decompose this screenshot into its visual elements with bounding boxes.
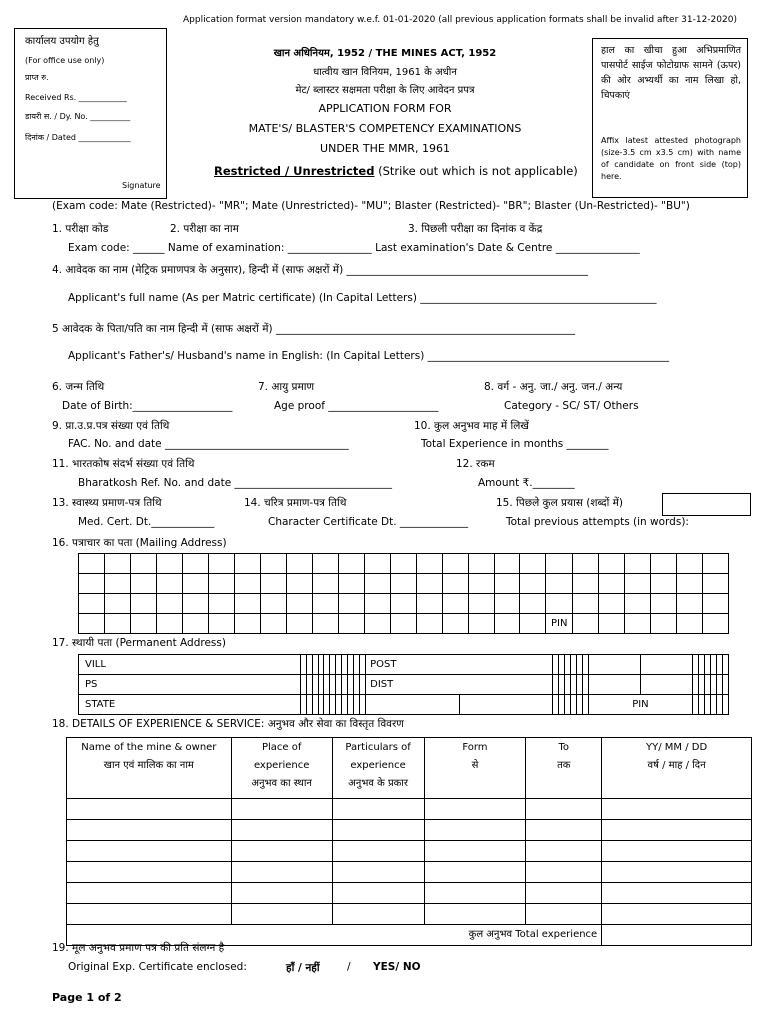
header-hi: अनुभव के प्रकार — [348, 778, 408, 789]
f4-hi[interactable]: 4. आवेदक का नाम (मेट्रिक प्रमाणपत्र के अनुसार), हिन्दी में (साफ अक्षरों में) ______________________________________________ — [52, 264, 589, 276]
address-char-cell[interactable] — [79, 594, 105, 614]
mailing-address-grid[interactable] — [78, 553, 729, 634]
address-char-cell[interactable] — [260, 574, 286, 594]
address-char-cell[interactable] — [182, 554, 208, 574]
experience-cell[interactable] — [332, 841, 424, 862]
address-char-cell[interactable] — [104, 574, 130, 594]
f6-hi: 6. जन्म तिथि — [52, 381, 105, 393]
address-char-cell[interactable] — [520, 614, 546, 634]
address-char-cell[interactable] — [182, 594, 208, 614]
address-char-cell[interactable] — [702, 574, 728, 594]
address-char-cell[interactable] — [546, 554, 573, 574]
address-char-cell[interactable] — [312, 614, 338, 634]
experience-cell[interactable] — [67, 841, 232, 862]
f12-hi: 12. रकम — [456, 458, 495, 470]
address-char-cell[interactable] — [312, 554, 338, 574]
experience-header-cell — [602, 738, 752, 799]
header-en: YY/ MM / DD — [646, 742, 708, 753]
header-en: Place of experience — [253, 742, 310, 771]
address-char-cell[interactable] — [208, 574, 234, 594]
experience-row — [67, 904, 752, 925]
experience-header-cell — [67, 738, 232, 799]
address-char-cell[interactable] — [104, 594, 130, 614]
address-char-cell[interactable] — [208, 594, 234, 614]
experience-cell[interactable] — [67, 904, 232, 925]
address-char-cell[interactable] — [640, 675, 692, 695]
f19-separator: / — [347, 961, 351, 973]
f9-hi: 9. प्रा.उ.प्र.पत्र संख्या एवं तिथि — [52, 420, 170, 432]
address-char-cell[interactable] — [459, 695, 553, 715]
address-char-cell[interactable] — [364, 574, 390, 594]
signature-label: Signature — [122, 181, 161, 190]
address-char-cell[interactable] — [520, 554, 546, 574]
address-char-cell[interactable] — [208, 614, 234, 634]
office-use-box — [14, 28, 167, 199]
address-char-cell[interactable] — [208, 554, 234, 574]
experience-cell[interactable] — [231, 862, 332, 883]
address-char-cell[interactable] — [599, 614, 625, 634]
pin-label: PIN — [546, 614, 573, 634]
address-char-cell[interactable] — [130, 594, 156, 614]
address-char-cell[interactable] — [520, 574, 546, 594]
diary-no: डायरी स. / Dy. No. __________ — [25, 112, 131, 121]
f7-hi: 7. आयु प्रमाण — [258, 381, 315, 393]
photo-box[interactable] — [592, 38, 748, 198]
f13-hi: 13. स्वास्थ्य प्रमाण-पत्र तिथि — [52, 497, 162, 509]
f5-en[interactable]: Applicant's Father's/ Husband's name in English: (In Capital Letters) ______________________________________________ — [68, 350, 670, 362]
experience-header-cell — [424, 738, 526, 799]
experience-cell[interactable] — [602, 799, 752, 820]
address-char-cell[interactable] — [599, 574, 625, 594]
address-char-cell[interactable] — [702, 614, 728, 634]
experience-cell[interactable] — [526, 799, 602, 820]
experience-row — [67, 841, 752, 862]
f4-en[interactable]: Applicant's full name (As per Matric certificate) (In Capital Letters) _____________________________________________ — [68, 292, 657, 304]
f17-label: 17. स्थायी पता (Permanent Address) — [52, 637, 226, 649]
address-char-cell[interactable] — [104, 614, 130, 634]
address-label-state: STATE — [79, 695, 301, 715]
address-char-cell[interactable] — [494, 594, 520, 614]
f10-en[interactable]: Total Experience in months ________ — [421, 438, 609, 450]
form-title-2: MATE'S/ BLASTER'S COMPETENCY EXAMINATIONS — [248, 122, 522, 135]
header-hi: से — [471, 760, 479, 771]
experience-cell[interactable] — [231, 820, 332, 841]
experience-cell[interactable] — [332, 904, 424, 925]
photo-instructions-en: Affix latest attested photograph (size-3.5 cm x3.5 cm) with name of candidate on front side (top) here. — [601, 136, 741, 181]
header-en: Particulars of experience — [345, 742, 411, 771]
experience-cell[interactable] — [602, 820, 752, 841]
experience-cell[interactable] — [602, 904, 752, 925]
address-char-cell[interactable] — [546, 594, 573, 614]
address-char-cell[interactable] — [364, 614, 390, 634]
address-char-cell[interactable] — [625, 554, 651, 574]
address-char-cell[interactable] — [442, 594, 468, 614]
f9-en[interactable]: FAC. No. and date ___________________________________ — [68, 438, 349, 450]
address-char-cell[interactable] — [104, 554, 130, 574]
f14-hi: 14. चरित्र प्रमाण-पत्र तिथि — [244, 497, 347, 509]
address-char-cell[interactable] — [286, 614, 312, 634]
address-char-cell[interactable] — [312, 594, 338, 614]
experience-cell[interactable] — [67, 862, 232, 883]
address-char-cell[interactable] — [442, 614, 468, 634]
address-char-cell[interactable] — [390, 614, 416, 634]
address-char-cell[interactable] — [416, 594, 442, 614]
f13-en[interactable]: Med. Cert. Dt.____________ — [78, 516, 215, 528]
address-label-vill: VILL — [79, 655, 301, 675]
address-char-cell[interactable] — [650, 554, 676, 574]
address-char-cell[interactable] — [468, 554, 494, 574]
address-char-cell[interactable] — [286, 554, 312, 574]
restricted-line — [214, 164, 578, 178]
total-experience-label: कुल अनुभव Total experience — [67, 925, 602, 946]
address-label-dist: DIST — [366, 675, 553, 695]
experience-cell[interactable] — [231, 841, 332, 862]
experience-cell[interactable] — [526, 820, 602, 841]
address-char-cell[interactable] — [625, 574, 651, 594]
address-char-cell[interactable] — [676, 554, 702, 574]
experience-cell[interactable] — [67, 883, 232, 904]
address-char-cell[interactable] — [79, 614, 105, 634]
f19-hi-option[interactable]: हाँ / नहीं — [286, 962, 320, 974]
f6-en[interactable]: Date of Birth:___________________ — [62, 400, 233, 412]
address-char-cell[interactable] — [234, 594, 260, 614]
experience-row — [67, 862, 752, 883]
experience-cell[interactable] — [602, 862, 752, 883]
address-char-cell[interactable] — [416, 574, 442, 594]
f10-hi: 10. कुल अनुभव माह में लिखें — [414, 420, 529, 432]
pin-label: PIN — [588, 695, 692, 715]
total-experience-value[interactable] — [602, 925, 752, 946]
address-char-cell[interactable] — [286, 574, 312, 594]
f14-en[interactable]: Character Certificate Dt. _____________ — [268, 516, 469, 528]
experience-header-row — [67, 738, 752, 799]
address-char-cell[interactable] — [364, 594, 390, 614]
experience-cell[interactable] — [332, 883, 424, 904]
office-use-hi: कार्यालय उपयोग हेतु — [25, 36, 99, 47]
experience-cell[interactable] — [231, 799, 332, 820]
address-char-cell[interactable] — [546, 574, 573, 594]
f11-en[interactable]: Bharatkosh Ref. No. and date ______________________________ — [78, 477, 393, 489]
address-char-cell[interactable] — [625, 594, 651, 614]
office-use-en: (For office use only) — [25, 56, 105, 65]
mailing-address-row — [79, 614, 729, 634]
address-char-cell[interactable] — [286, 594, 312, 614]
experience-cell[interactable] — [526, 862, 602, 883]
permanent-address-row — [79, 655, 729, 675]
header-en: Name of the mine & owner — [81, 742, 217, 753]
address-char-cell[interactable] — [650, 614, 676, 634]
f2-hi: 2. परीक्षा का नाम — [170, 223, 239, 235]
address-char-cell[interactable] — [722, 695, 728, 715]
address-char-cell[interactable] — [364, 554, 390, 574]
strike-note: (Strike out which is not applicable) — [378, 164, 578, 178]
address-char-cell[interactable] — [416, 614, 442, 634]
form-title-1: APPLICATION FORM FOR — [318, 102, 452, 115]
address-char-cell[interactable] — [588, 655, 640, 675]
f123-en[interactable]: Exam code: ______ Name of examination: ________________ Last examination's Date & Centre ________________ — [68, 242, 640, 254]
address-char-cell[interactable] — [442, 554, 468, 574]
address-char-cell[interactable] — [442, 574, 468, 594]
address-char-cell[interactable] — [156, 594, 182, 614]
address-char-cell[interactable] — [234, 614, 260, 634]
experience-header-cell — [231, 738, 332, 799]
address-char-cell[interactable] — [130, 614, 156, 634]
page-footer: Page 1 of 2 — [52, 991, 122, 1004]
address-char-cell[interactable] — [182, 574, 208, 594]
received-hi: प्राप्त रु. — [25, 73, 49, 82]
address-char-cell[interactable] — [722, 675, 728, 695]
address-char-cell[interactable] — [234, 554, 260, 574]
address-char-cell[interactable] — [156, 574, 182, 594]
header-hi: अनुभव का स्थान — [251, 778, 312, 789]
received-rs: Received Rs. ____________ — [25, 93, 127, 102]
f8-en[interactable]: Category - SC/ ST/ Others — [504, 400, 639, 412]
address-char-cell[interactable] — [130, 574, 156, 594]
experience-table[interactable] — [66, 737, 752, 946]
header-en: Form — [462, 742, 488, 753]
experience-cell[interactable] — [424, 904, 526, 925]
address-char-cell[interactable] — [625, 614, 651, 634]
address-char-cell[interactable] — [130, 554, 156, 574]
address-char-cell[interactable] — [390, 594, 416, 614]
permanent-address-row — [79, 695, 729, 715]
hindi-title: मेट/ ब्लास्टर सक्षमता परीक्षा के लिए आवेदन प्रपत्र — [295, 85, 475, 96]
experience-cell[interactable] — [332, 862, 424, 883]
address-char-cell[interactable] — [260, 614, 286, 634]
header-en: To — [558, 742, 570, 753]
address-char-cell[interactable] — [390, 574, 416, 594]
f5-hi[interactable]: 5 आवेदक के पिता/पति का नाम हिन्दी में (साफ अक्षरों में) _________________________________________________________ — [52, 323, 576, 335]
f15-en: Total previous attempts (in words): — [506, 516, 689, 528]
experience-row — [67, 799, 752, 820]
address-char-cell[interactable] — [599, 554, 625, 574]
address-char-cell[interactable] — [156, 554, 182, 574]
address-char-cell[interactable] — [390, 554, 416, 574]
f7-en[interactable]: Age proof _____________________ — [274, 400, 439, 412]
address-char-cell[interactable] — [468, 574, 494, 594]
mailing-address-row — [79, 594, 729, 614]
address-char-cell[interactable] — [640, 655, 692, 675]
address-char-cell[interactable] — [338, 554, 364, 574]
dated: दिनांक / Dated _____________ — [25, 133, 131, 142]
f12-en[interactable]: Amount ₹.________ — [478, 477, 575, 489]
experience-cell[interactable] — [424, 820, 526, 841]
regulation-title: धात्वीय खान विनियम, 1961 के अधीन — [313, 67, 457, 78]
f11-hi: 11. भारतकोष संदर्भ संख्या एवं तिथि — [52, 458, 195, 470]
photo-instructions-hi: हाल का खीचा हुआ अभिप्रमाणित पासपोर्ट साईज फोटोग्राफ सामने (ऊपर) की ओर अभ्यर्थी का नाम लिखा हो, चिपकाएं — [601, 45, 741, 101]
address-char-cell[interactable] — [182, 614, 208, 634]
address-char-cell[interactable] — [702, 554, 728, 574]
experience-header-cell — [332, 738, 424, 799]
address-char-cell[interactable] — [468, 594, 494, 614]
exam-codes: (Exam code: Mate (Restricted)- "MR"; Mate (Unrestricted)- "MU"; Blaster (Restricted)- "BR"; Blaster (Un-Restricted)- "BU") — [52, 200, 690, 212]
address-char-cell[interactable] — [338, 594, 364, 614]
address-label-ps: PS — [79, 675, 301, 695]
permanent-address-grid[interactable] — [78, 654, 729, 715]
f8-hi: 8. वर्ग - अनु. जा./ अनु. जन./ अन्य — [484, 381, 623, 393]
f19-en-option[interactable]: YES/ NO — [373, 961, 421, 973]
address-char-cell[interactable] — [676, 594, 702, 614]
experience-cell[interactable] — [332, 820, 424, 841]
experience-cell[interactable] — [526, 841, 602, 862]
header-hi: खान एवं मालिक का नाम — [103, 760, 194, 771]
permanent-address-row — [79, 675, 729, 695]
address-char-cell[interactable] — [676, 614, 702, 634]
address-char-cell[interactable] — [260, 554, 286, 574]
experience-cell[interactable] — [67, 799, 232, 820]
restricted-option[interactable]: Restricted / Unrestricted — [214, 164, 375, 178]
experience-cell[interactable] — [332, 799, 424, 820]
f18-label: 18. DETAILS OF EXPERIENCE & SERVICE: अनुभव और सेवा का विस्तृत विवरण — [52, 718, 404, 730]
experience-cell[interactable] — [424, 799, 526, 820]
address-char-cell[interactable] — [260, 594, 286, 614]
address-char-cell[interactable] — [79, 554, 105, 574]
form-title-3: UNDER THE MMR, 1961 — [320, 142, 450, 155]
experience-cell[interactable] — [231, 883, 332, 904]
mailing-address-row — [79, 554, 729, 574]
experience-cell[interactable] — [424, 883, 526, 904]
experience-row — [67, 883, 752, 904]
mailing-address-row — [79, 574, 729, 594]
act-title: खान अधिनियम, 1952 / THE MINES ACT, 1952 — [273, 48, 497, 59]
f3-hi: 3. पिछली परीक्षा का दिनांक व केंद्र — [408, 223, 543, 235]
address-char-cell[interactable] — [338, 574, 364, 594]
address-char-cell[interactable] — [468, 614, 494, 634]
address-label-post: POST — [366, 655, 553, 675]
address-char-cell[interactable] — [312, 574, 338, 594]
experience-cell[interactable] — [67, 820, 232, 841]
experience-cell[interactable] — [231, 904, 332, 925]
address-char-cell[interactable] — [676, 574, 702, 594]
experience-cell[interactable] — [526, 904, 602, 925]
address-char-cell[interactable] — [79, 574, 105, 594]
experience-header-cell — [526, 738, 602, 799]
address-char-cell[interactable] — [366, 695, 459, 715]
address-char-cell[interactable] — [650, 574, 676, 594]
experience-cell[interactable] — [424, 862, 526, 883]
address-char-cell[interactable] — [494, 574, 520, 594]
address-char-cell[interactable] — [156, 614, 182, 634]
attempts-box[interactable] — [662, 493, 751, 516]
version-notice: Application format version mandatory w.e.f. 01-01-2020 (all previous application formats shall be invalid after 31-12-2020) — [183, 15, 737, 25]
f19-hi: 19. मूल अनुभव प्रमाण पत्र की प्रति संलग्न है — [52, 942, 225, 954]
experience-cell[interactable] — [424, 841, 526, 862]
address-char-cell[interactable] — [494, 614, 520, 634]
address-char-cell[interactable] — [650, 594, 676, 614]
f15-hi: 15. पिछले कुल प्रयास (शब्दों में) — [496, 497, 624, 509]
address-char-cell[interactable] — [588, 675, 640, 695]
experience-cell[interactable] — [602, 841, 752, 862]
f16-label: 16. पत्राचार का पता (Mailing Address) — [52, 537, 227, 549]
address-char-cell[interactable] — [599, 594, 625, 614]
address-char-cell[interactable] — [573, 554, 599, 574]
header-hi: तक — [557, 760, 571, 771]
address-char-cell[interactable] — [573, 574, 599, 594]
address-char-cell[interactable] — [494, 554, 520, 574]
address-char-cell[interactable] — [338, 614, 364, 634]
f1-hi: 1. परीक्षा कोड — [52, 223, 109, 235]
f19-en: Original Exp. Certificate enclosed: — [68, 961, 247, 973]
address-char-cell[interactable] — [520, 594, 546, 614]
address-char-cell[interactable] — [234, 574, 260, 594]
address-char-cell[interactable] — [573, 614, 599, 634]
address-char-cell[interactable] — [416, 554, 442, 574]
header-hi: वर्ष / माह / दिन — [647, 760, 706, 771]
experience-row — [67, 820, 752, 841]
address-char-cell[interactable] — [573, 594, 599, 614]
experience-cell[interactable] — [602, 883, 752, 904]
address-char-cell[interactable] — [702, 594, 728, 614]
experience-cell[interactable] — [526, 883, 602, 904]
address-char-cell[interactable] — [722, 655, 728, 675]
